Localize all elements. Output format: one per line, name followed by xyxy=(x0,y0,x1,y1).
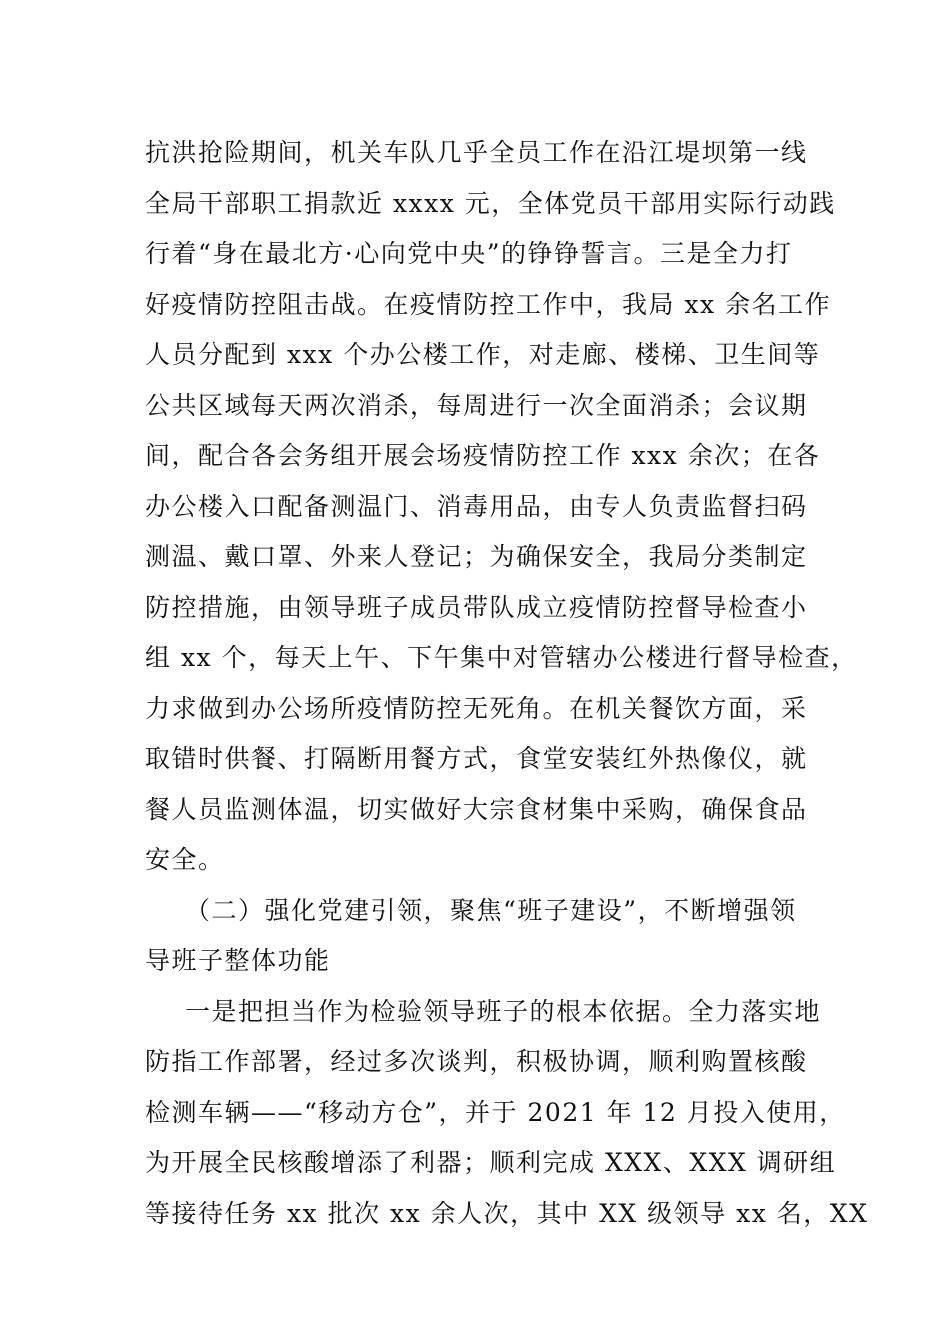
body-text xyxy=(145,128,869,1239)
text-line: 组 xx 个，每天上午、下午集中对管辖办公楼进行督导检查， xyxy=(145,643,858,672)
paragraph-first-line: 一是把担当作为检验领导班子的根本依据。全力落实地 xyxy=(185,996,822,1026)
text-line: 防指工作部署，经过多次谈判，积极协调，顺利购置核酸 xyxy=(145,1047,808,1076)
text-line: 取错时供餐、打隔断用餐方式，食堂安装红外热像仪，就 xyxy=(145,744,808,773)
text-line: 间，配合各会务组开展会场疫情防控工作 xxx 余次；在各 xyxy=(145,441,821,470)
text-line: 好疫情防控阻击战。在疫情防控工作中，我局 xx 余名工作 xyxy=(145,289,832,319)
text-line: 安全。 xyxy=(145,845,225,874)
text-line: 全局干部职工捐款近 xxxx 元，全体党员干部用实际行动践 xyxy=(145,188,836,218)
text-line: 测温、戴口罩、外来人登记；为确保安全，我局分类制定 xyxy=(145,542,808,571)
text-line: 检测车辆——“移动方仓”，并于 2021 年 12 月投入使用， xyxy=(145,1097,846,1127)
text-line: 力求做到办公场所疫情防控无死角。在机关餐饮方面，采 xyxy=(145,693,808,723)
text-line: 餐人员监测体温，切实做好大宗食材集中采购，确保食品 xyxy=(145,794,808,824)
text-line: 防控措施，由领导班子成员带队成立疫情防控督导检查小 xyxy=(145,592,808,622)
text-line: 行着“身在最北方·心向党中央”的铮铮誓言。三是全力打 xyxy=(145,239,793,268)
text-line: 办公楼入口配备测温门、消毒用品，由专人负责监督扫码 xyxy=(145,491,808,521)
section-heading-line: （二）强化党建引领，聚焦“班子建设”，不断增强领 xyxy=(185,895,797,925)
text-line: 为开展全民核酸增添了利器；顺利完成 XXX、XXX 调研组 xyxy=(145,1148,837,1177)
text-line: 人员分配到 xxx 个办公楼工作，对走廊、楼梯、卫生间等 xyxy=(145,340,821,369)
text-line: 抗洪抢险期间，机关车队几乎全员工作在沿江堤坝第一线 xyxy=(145,138,808,167)
section-heading-line: 导班子整体功能 xyxy=(145,946,331,975)
text-line: 等接待任务 xx 批次 xx 余人次，其中 XX 级领导 xx 名，XX xyxy=(145,1198,869,1228)
text-line: 公共区域每天两次消杀，每周进行一次全面消杀；会议期 xyxy=(145,390,808,420)
